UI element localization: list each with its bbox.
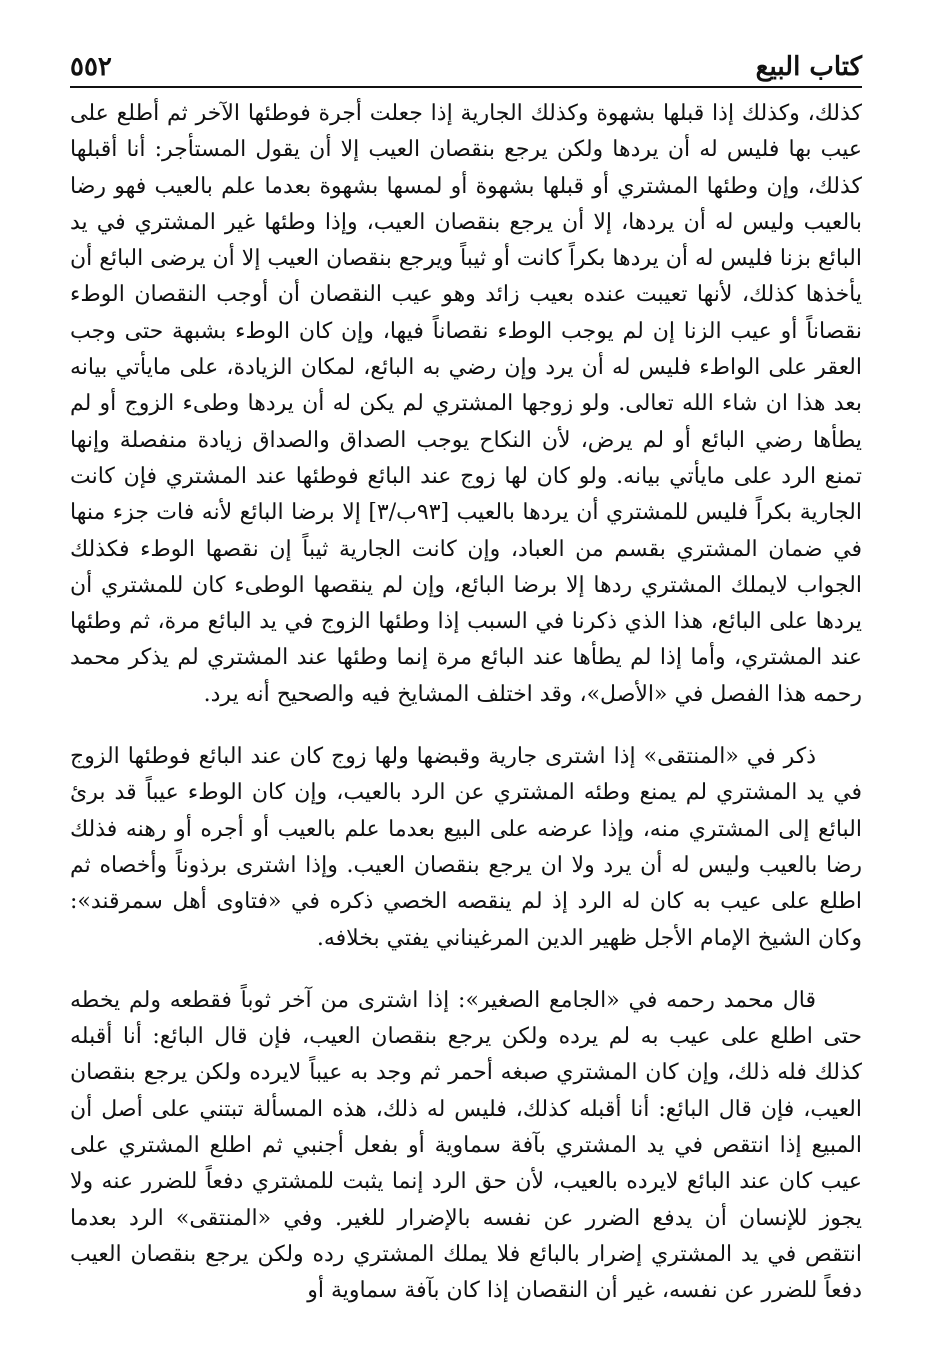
paragraph: كذلك، وكذلك إذا قبلها بشهوة وكذلك الجارية إذا جعلت أجرة فوطئها الآخر ثم أطلع على عيب بها فليس له أن يردها ولكن يرجع بنقصان العيب إلا أن يقول المستأجر: أنا أقبلها كذلك، وإن وطئها المشتري أو قبلها بشهوة أو لمسها بشهوة بعدما علم بالعيب فهو رضا بالعيب وليس له أن يردها، إلا أن يرجع بنقصان العيب، وإذا وطئها غير المشتري في يد البائع بزنا فليس له أن يردها بكراً كانت أو ثيباً ويرجع بنقصان العيب إلا أن يرضى البائع أن يأخذها كذلك، لأنها تعيبت عنده بعيب زائد وهو عيب النقصان أن أوجب النقصان الوطء نقصاناً أو عيب الزنا إن لم يوجب الوطء نقصاناً فيها، وإن كان الوطء بشبهة حتى وجب العقر على الواطء فليس له أن يرد وإن رضي به البائع، لمكان الزيادة، على مايأتي بيانه بعد هذا ان شاء الله تعالى. ولو زوجها المشتري لم يكن له أن يردها وطىء الزوج أو لم يطأها رضي البائع أو لم يرض، لأن النكاح يوجب الصداق والصداق زيادة منفصلة وإنها تمنع الرد على مايأتي بيانه. ولو كان لها زوج عند البائع فوطئها عند المشتري فإن كانت الجارية بكراً فليس للمشتري أن يردها بالعيب [٩٣ب/٣] إلا برضا البائع لأنه فات جزء منها في ضمان المشتري بقسم من العباد، وإن كانت الجارية ثيباً إن نقصها الوطء فكذلك الجواب لايملك المشتري ردها إلا برضا البائع، وإن لم ينقصها الوطىء كان للمشتري أن يردها على البائع، هذا الذي ذكرنا في السبب إذا وطئها الزوج في يد البائع مرة، ثم وطئها عند المشتري، وأما إذا لم يطأها عند البائع مرة إنما وطئها عند المشتري لم يذكر محمد رحمه هذا الفصل في «الأصل»، وقد اختلف المشايخ فيه والصحيح أنه يرد.	[70, 101, 863, 707]
body-text	[70, 96, 862, 1336]
header-rule	[70, 86, 862, 88]
book-title: كتاب البيع	[755, 52, 862, 82]
paragraph: قال محمد رحمه في «الجامع الصغير»: إذا اشترى من آخر ثوباً فقطعه ولم يخطه حتى اطلع على عيب به لم يرده ولكن يرجع بنقصان العيب، فإن قال البائع: أنا أقبله كذلك فله ذلك، وإن كان المشتري صبغه أحمر ثم وجد به عيباً لايرده ولكن يرجع بنقصان العيب، فإن قال البائع: أنا أقبله كذلك، فليس له ذلك، هذه المسألة تبتني على أصل أن المبيع إذا انتقص في يد المشتري بآفة سماوية أو بفعل أجنبي ثم اطلع المشتري على عيب كان عند البائع لايرده بالعيب، لأن حق الرد إنما يثبت للمشتري دفعاً للضرر عنه ولا يجوز للإنسان أن يدفع الضرر عن نفسه بالإضرار للغير. وفي «المنتقى» الرد بعدما انتقص في يد المشتري إضرار بالبائع فلا يملك المشتري رده ولكن يرجع بنقصان العيب دفعاً للضرر عن نفسه، غير أن النقصان إذا كان بآفة سماوية أو	[70, 987, 863, 1304]
running-head	[70, 38, 862, 82]
page-number: ٥٥٢	[70, 52, 112, 82]
paragraph: ذكر في «المنتقى» إذا اشترى جارية وقبضها ولها زوج كان عند البائع فوطئها الزوج في يد المشتري لم يمنع وطئه المشتري عن الرد بالعيب، وإن كان الوطء عيباً قد برئ البائع إلى المشتري منه، وإذا عرضه على البيع بعدما علم بالعيب أو أجره أو رهنه فذلك رضا بالعيب وليس له أن يرد ولا ان يرجع بنقصان العيب. وإذا اشترى برذوناً وأخصاه ثم اطلع على عيب به كان له الرد إذ لم ينقصه الخصي ذكره في «فتاوى أهل سمرقند»: وكان الشيخ الإمام الأجل ظهير الدين المرغيناني يفتي بخلافه.	[70, 744, 863, 951]
